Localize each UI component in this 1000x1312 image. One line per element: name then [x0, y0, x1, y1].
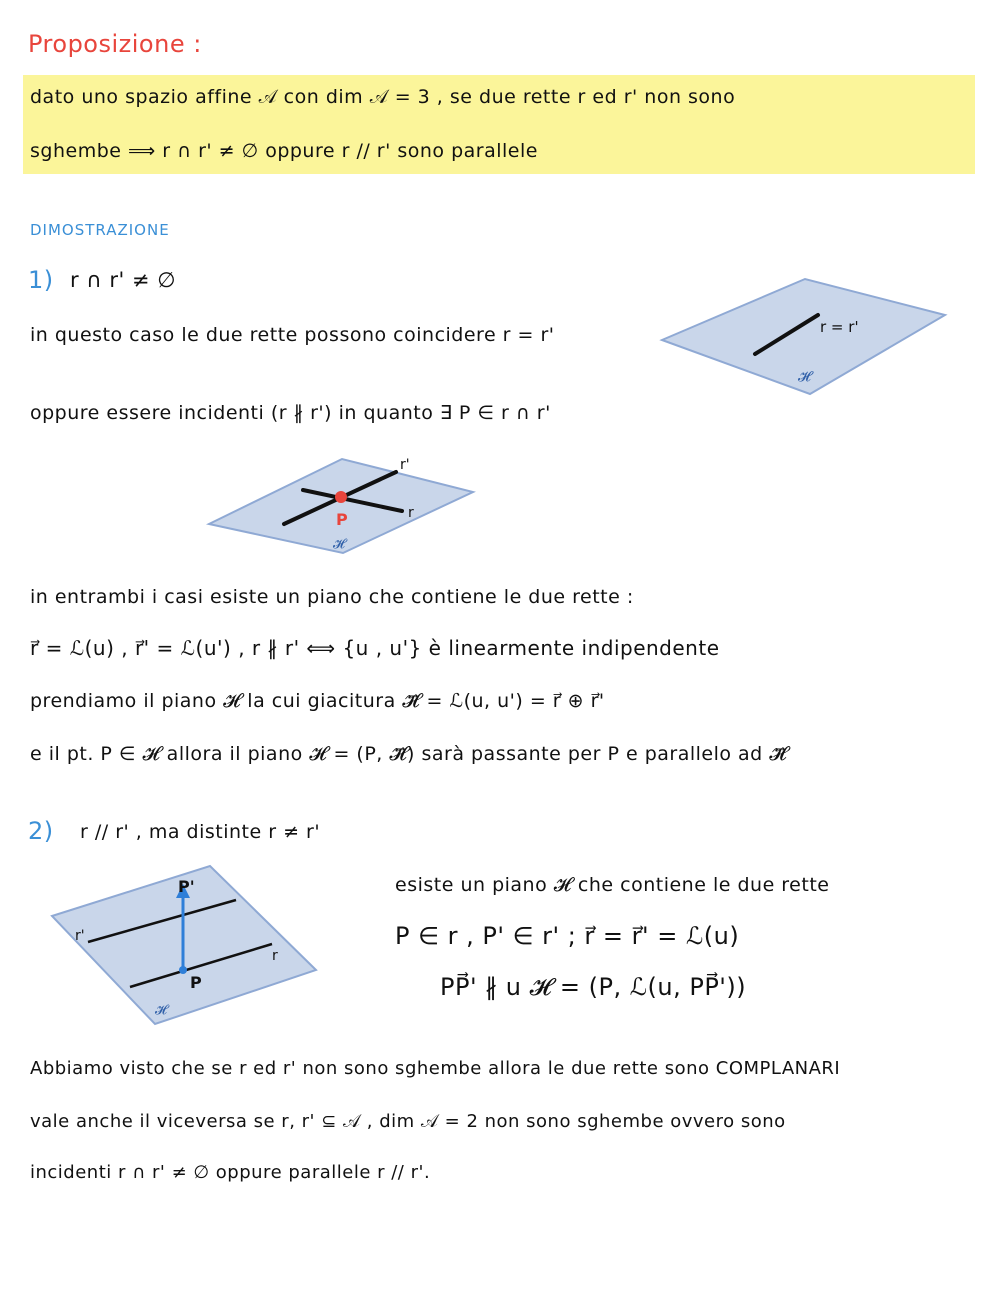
proof-heading: DIMOSTRAZIONE — [30, 221, 170, 239]
case-1-text-direction: prendiamo il piano 𝓗 la cui giacitura 𝓗⃗ = ℒ(u, u') = r⃗ ⊕ r⃗' — [30, 690, 605, 712]
case-1-number: 1) — [28, 266, 54, 294]
plane-label: 𝓗 — [798, 369, 811, 385]
figure-incident-lines — [206, 455, 496, 575]
case-1-condition: r ∩ r' ≠ ∅ — [70, 268, 177, 292]
case-1-text-incident: oppure essere incidenti (r ∦ r') in quanto ∃ P ∈ r ∩ r' — [30, 402, 551, 424]
plane-label: 𝓗 — [155, 1003, 167, 1018]
case-1-text-exists-plane: in entrambi i casi esiste un piano che contiene le due rette : — [30, 586, 634, 608]
line-r-label: r — [272, 948, 278, 964]
line-r-label: r — [408, 505, 414, 521]
point-p — [335, 491, 347, 503]
point-p-label: P — [336, 510, 348, 529]
case-2-number: 2) — [28, 817, 54, 845]
case-1-text-span: r⃗ = ℒ(u) , r⃗' = ℒ(u') , r ∦ r' ⟺ {u , u'} è linearmente indipendente — [30, 636, 720, 660]
case-2-text-exists-plane: esiste un piano 𝓗 che contiene le due rette — [395, 874, 830, 896]
point-p-label: P — [190, 973, 202, 992]
conclusion-line-3: incidenti r ∩ r' ≠ ∅ oppure parallele r // r'. — [30, 1162, 431, 1183]
point-p-prime-label: P' — [178, 877, 195, 896]
figure-parallel-lines — [50, 862, 330, 1027]
line-r-prime-label: r' — [400, 457, 410, 473]
conclusion-line-2: vale anche il viceversa se r, r' ⊆ 𝒜 , dim 𝒜 = 2 non sono sghembe ovvero sono — [30, 1111, 786, 1132]
case-1-text-coincide: in questo caso le due rette possono coincidere r = r' — [30, 324, 555, 346]
proposition-title: Proposizione : — [28, 30, 202, 58]
point-p — [179, 966, 187, 974]
plane-label: 𝓗 — [333, 537, 345, 552]
case-2-condition: r // r' , ma distinte r ≠ r' — [80, 821, 321, 843]
conclusion-line-1: Abbiamo visto che se r ed r' non sono sghembe allora le due rette sono COMPLANARI — [30, 1058, 841, 1079]
statement-line-1: dato uno spazio affine 𝒜 con dim 𝒜 = 3 , se due rette r ed r' non sono — [30, 86, 736, 108]
case-2-text-points: P ∈ r , P' ∈ r' ; r⃗ = r⃗' = ℒ(u) — [395, 922, 740, 950]
case-1-text-plane: e il pt. P ∈ 𝓗 allora il piano 𝓗 = (P, 𝓗⃗) sarà passante per P e parallelo ad 𝓗⃗ — [30, 743, 787, 765]
case-2-text-plane: PP⃗' ∦ u 𝓗 = (P, ℒ(u, PP⃗')) — [440, 973, 747, 1001]
coincident-line-label: r = r' — [820, 318, 859, 336]
line-r-prime-label: r' — [75, 928, 85, 944]
statement-line-2: sghembe ⟹ r ∩ r' ≠ ∅ oppure r // r' sono parallele — [30, 140, 538, 162]
figure-coincident-lines — [660, 277, 950, 397]
